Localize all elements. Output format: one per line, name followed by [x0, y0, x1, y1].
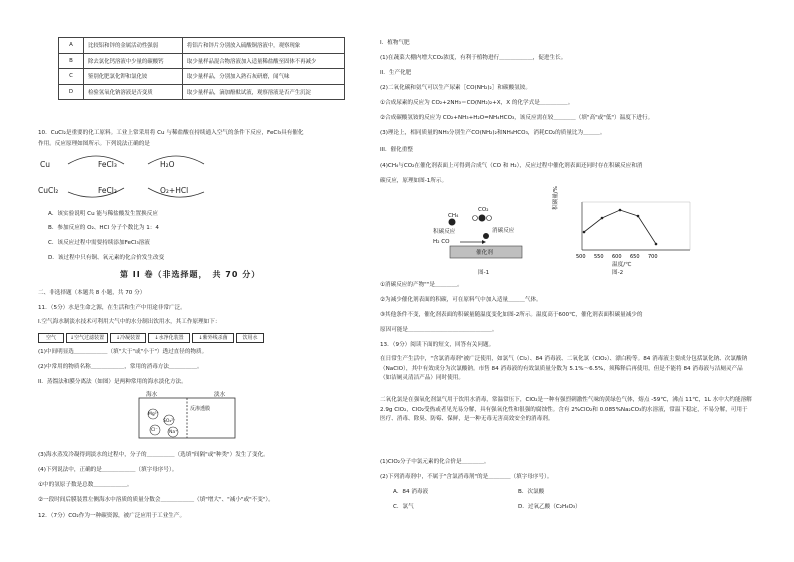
ion-mg: Mg²⁺ — [148, 412, 159, 417]
flow-step: ↓空气过滤装置 — [66, 333, 108, 343]
row-key: C — [59, 69, 84, 85]
q12-p1: I．植物气肥 — [380, 40, 410, 46]
cycle-fecl2: FeCl₂ — [98, 186, 117, 195]
q12-p3q5: ③其他条件不变，催化剂表面的积碳量随温度变化如图-2所示。温度高于600℃，催化剂表面积碳量减少的 — [380, 312, 643, 318]
q12-p1q: (1)在蔬菜大棚内增大CO₂浓度，有利于植物进行＿＿＿＿＿＿，促进生长。 — [380, 55, 567, 61]
flow-step: ↓冷凝装置 — [110, 333, 146, 343]
row-text: 比较铝和锌的金属活动性强弱 — [84, 38, 183, 54]
q13-q1: (1)ClO₂分子中氯元素的化合价是＿＿＿＿。 — [380, 459, 490, 465]
q10-option-b: B．参加反应的 O₂、HCl 分子个数比为 1：4 — [48, 225, 159, 231]
svg-text:550: 550 — [594, 254, 604, 260]
q12-p2: II．生产化肥 — [380, 70, 412, 76]
row-text: 鉴别化肥氯化钾和氯化铵 — [84, 69, 183, 85]
svg-text:700: 700 — [648, 254, 658, 260]
q10-stem-line1: 10．CuCl₂是重要的化工原料。工业上常采用将 Cu 与稀盐酸在持续通入空气的条件下反应，FeCl₃具有催化 — [38, 130, 304, 136]
row-key: B — [59, 53, 84, 69]
table-row — [59, 38, 345, 54]
fig1-left-label: 积碳反应 — [433, 229, 456, 235]
section-title: 第 II 卷（非选择题， 共 70 分） — [120, 270, 261, 279]
row-key: A — [59, 38, 84, 54]
row-method: 取少量样品，滴加酚酞试液，观察溶液是否产生沉淀 — [182, 84, 344, 100]
cycle-o2hcl: O₂+HCl — [160, 186, 189, 195]
flow-step: 空气 — [38, 333, 64, 343]
q13-option-c: C．氯气 — [393, 504, 414, 510]
flow-step: ↓水净化装置 — [148, 333, 190, 343]
q12-p2q4: (3)理论上，相同质量的NH₃分别生产CO(NH₂)₂和NH₄HCO₃，消耗CO₂的质量比为＿＿＿。 — [380, 130, 606, 136]
part2-heading: 二、非选择题（本题共 8 小题，共 70 分） — [38, 290, 146, 296]
q10-option-c: C．该反应过程中需要持续添加FeCl₃溶液 — [48, 240, 150, 246]
q13-stem: 13．（9分）阅读下面的短文，回答有关问题。 — [380, 342, 495, 348]
q11-section-1: I.空气海水制淡水技术可利用大气中的水分制出饮用水，其工作原理如下： — [38, 319, 221, 325]
q12-p3: III．催化重整 — [380, 147, 413, 153]
q11-section-2: II．蒸馏法和膜分离法（如图）是两种常用的海水淡化方法。 — [38, 379, 187, 385]
ion-so4: SO₄²⁻ — [163, 419, 176, 424]
q10-option-d: D．该过程中只有铜、氧元素的化合价发生改变 — [48, 255, 165, 261]
row-method: 将铝片和锌片分别放入硫酸铜溶液中，观察现象 — [182, 38, 344, 54]
fig1-h2co: H₂ CO — [433, 239, 450, 245]
svg-text:500: 500 — [576, 254, 586, 260]
q13-option-d: D．过氧乙酸（C₂H₄O₃） — [518, 504, 581, 510]
q11-q4a: ①中的氢原子数是总数＿＿＿＿＿＿。 — [38, 482, 133, 488]
fig1-caption: 图-1 — [478, 270, 490, 276]
row-method: 取少量样品混合物溶液加入适量稀盐酸至固体不再减少 — [182, 53, 344, 69]
q13-paragraph-1: 在日常生产生活中，"含氯消毒剂"被广泛使用，如氯气（Cl₂）、84 消毒液、二氧化氯（ClO₂）、漂白粉等。84 消毒液主要成分包括氯化钠、次氯酸钠（NaClO），其中有效成分为次氯酸钠。市售 84 消毒液的有效氯质量分数为 5.1%～6.5%，须稀释后再使用，但是不能将 84 消毒液与洁厕灵产品（如洁厕灵清洁产品）同时使用。 — [380, 356, 748, 381]
q13-option-b: B．次氯酸 — [518, 489, 545, 495]
cycle-cucl2: CuCl₂ — [38, 186, 59, 195]
fig2-caption: 图-2 — [612, 270, 624, 276]
fig2-xlabel: 温度/℃ — [612, 262, 632, 268]
q10-stem-line2: 作用。反应原理如图所示。下列说法正确的是 — [38, 141, 150, 147]
row-text: 检验氢氧化钠溶液是否变质 — [84, 84, 183, 100]
ion-cl: Cl⁻ — [151, 428, 158, 433]
q10-option-a: A．该实验说明 Cu 能与稀盐酸发生置换反应 — [48, 211, 158, 217]
carbon-deposition-chart — [566, 198, 696, 268]
table-row — [59, 84, 345, 100]
q13-paragraph-2: 二氧化氯是在强氧化剂氯气用于饮用水消毒，常温常压下，ClO₂是一种有强烈刺激性气味的黄绿色气体，熔点 -59℃，沸点 11℃，1L 水中大约能溶解 2.9g ClO₂，ClO₂受热或者见光易分解，具有强氧化性和很强的腐蚀性。含有 2%ClO₂和 0.085%Na₂CO₃的水溶液，常温下稳定，不易分解，可用于医疗、消毒、除臭、防霉、保鲜，是一种无毒无害高效安全的消毒剂。 — [380, 397, 752, 422]
q12-p3q3: ①消碳反应的产物""是＿＿＿＿。 — [380, 282, 463, 288]
q12-p3q6: 原因可能是＿＿＿＿＿＿＿＿＿＿＿＿＿＿＿。 — [380, 327, 498, 333]
options-table — [58, 37, 345, 100]
fig1-ch4: CH₄ — [448, 213, 459, 219]
q13-q2: (2)下列消毒剂中，不属于"含氯消毒剂"的是＿＿＿＿（填字母序号）。 — [380, 474, 553, 480]
table-row — [59, 53, 345, 69]
q12-p2q3: ②合成碳酸氢铵的反应为 CO₂+NH₃+H₂O=NH₄HCO₃，该反应需在较＿＿＿＿（填"高"或"低"）温度下进行。 — [380, 115, 654, 121]
fig1-co2: CO₂ — [478, 207, 489, 213]
q13-option-a: A．84 消毒液 — [393, 489, 429, 495]
reaction-cycle-diagram — [38, 152, 238, 200]
q12-stem: 12．（7分）CO₂作为一种碳资源，被广泛应用于工业生产。 — [38, 513, 186, 519]
q12-p2q2: ①合成尿素的反应为 CO₂+2NH₃＝CO(NH₂)₂+X，X 的化学式是＿＿＿＿＿。 — [380, 100, 574, 106]
flow-step: 饮用水 — [236, 333, 264, 343]
ion-na: Na⁺ — [169, 430, 178, 435]
membrane-mid-label: 反渗透膜 — [190, 406, 211, 412]
q11-q2: (2)中常用的物质名称＿＿＿＿＿＿，常用的消毒方法＿＿＿＿＿。 — [38, 364, 203, 370]
table-row — [59, 69, 345, 85]
q12-p3q1: (4)CH₄与CO₂在催化剂表面上可得到合成气（CO 和 H₂），反应过程中催化剂表面还同时存在积碳反应和消 — [380, 163, 643, 169]
fig2-ylabel: 积碳量/% — [553, 186, 559, 210]
cycle-cu: Cu — [40, 160, 50, 169]
fig1-right-label: 消碳反应 — [492, 228, 515, 234]
q11-stem: 11．（5分）水是生命之源，在生活和生产中用途非常广泛。 — [38, 305, 186, 311]
cycle-h2o: H₂O — [160, 160, 175, 169]
q12-p2q1: (2)二氧化碳和氨气可以生产尿素［CO(NH₂)₂］和碳酸氢铵。 — [380, 85, 531, 91]
q12-p3q4: ②为减少催化剂表面的积碳，可在原料气中加入适量＿＿＿气体。 — [380, 297, 542, 303]
svg-text:650: 650 — [630, 254, 640, 260]
q11-q4b: ②一段时间后膜装置左侧海水中溶质的质量分数会＿＿＿＿＿＿（填"增大"、"减小"或"不变"）。 — [38, 497, 274, 503]
membrane-right-label: 淡水 — [214, 392, 226, 398]
membrane-left-label: 海水 — [146, 392, 158, 398]
svg-text:600: 600 — [612, 254, 622, 260]
q11-q3: (3)海水蒸发冷凝得到淡水的过程中，分子的＿＿＿＿＿（选填"间隔"或"种类"）发生了变化。 — [38, 452, 269, 458]
cycle-fecl3: FeCl₃ — [98, 160, 117, 169]
q11-q4: (4)下列说法中，正确的是＿＿＿＿＿＿（填字母序号）。 — [38, 467, 178, 473]
flow-step: ↓紫外线杀菌 — [192, 333, 234, 343]
row-key: D — [59, 84, 84, 100]
q11-q1: (1)中间明显选＿＿＿＿＿＿（填"大于"或"小于"）透过直径的物质。 — [38, 349, 208, 355]
q12-p3q2: 碳反应，原理如图-1所示。 — [380, 178, 448, 184]
fig1-catalyst: 催化剂 — [476, 250, 493, 256]
row-text: 除去氯化钙溶液中少量的碳酸钙 — [84, 53, 183, 69]
row-method: 取少量样品，分别加入熟石灰研磨，闻气味 — [182, 69, 344, 85]
